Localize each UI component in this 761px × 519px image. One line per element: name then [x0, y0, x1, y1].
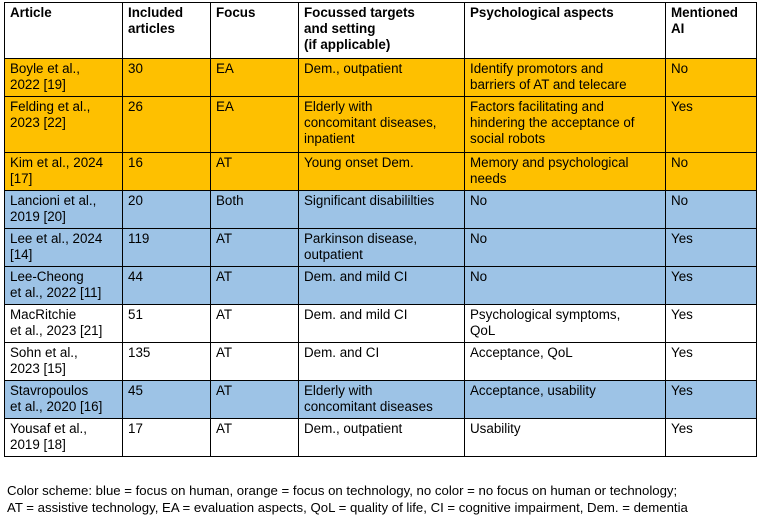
table-header-row [5, 3, 757, 59]
focussed-targets-cell: Dem. and mild CI [299, 267, 465, 305]
psychological-aspects-cell: Acceptance, usability [465, 381, 666, 419]
included-articles-cell: 16 [123, 153, 211, 191]
focus-cell: AT [211, 153, 299, 191]
included-articles-cell: 45 [123, 381, 211, 419]
table-row [5, 419, 757, 457]
table-row [5, 59, 757, 97]
article-cell: Kim et al., 2024 [17] [5, 153, 123, 191]
psychological-aspects-cell: Acceptance, QoL [465, 343, 666, 381]
article-cell: Lee-Cheong et al., 2022 [11] [5, 267, 123, 305]
header-article: Article [5, 3, 123, 59]
included-articles-cell: 20 [123, 191, 211, 229]
header-focus: Focus [211, 3, 299, 59]
mentioned-ai-cell: Yes [666, 267, 757, 305]
table-row [5, 343, 757, 381]
focus-cell: AT [211, 381, 299, 419]
header-included-articles: Included articles [123, 3, 211, 59]
mentioned-ai-cell: Yes [666, 381, 757, 419]
focus-cell: AT [211, 343, 299, 381]
psychological-aspects-cell: No [465, 229, 666, 267]
article-cell: Yousaf et al., 2019 [18] [5, 419, 123, 457]
focus-cell: EA [211, 59, 299, 97]
focussed-targets-cell: Dem. and CI [299, 343, 465, 381]
focus-cell: AT [211, 229, 299, 267]
mentioned-ai-cell: Yes [666, 419, 757, 457]
article-cell: Sohn et al., 2023 [15] [5, 343, 123, 381]
mentioned-ai-cell: Yes [666, 229, 757, 267]
psychological-aspects-cell: Memory and psychological needs [465, 153, 666, 191]
focussed-targets-cell: Parkinson disease, outpatient [299, 229, 465, 267]
focussed-targets-cell: Elderly with concomitant diseases [299, 381, 465, 419]
focussed-targets-cell: Dem. and mild CI [299, 305, 465, 343]
focus-cell: AT [211, 419, 299, 457]
table-row [5, 153, 757, 191]
focus-cell: AT [211, 267, 299, 305]
mentioned-ai-cell: No [666, 59, 757, 97]
article-cell: Boyle et al., 2022 [19] [5, 59, 123, 97]
focussed-targets-cell: Elderly with concomitant diseases, inpatient [299, 97, 465, 153]
table-row [5, 97, 757, 153]
included-articles-cell: 17 [123, 419, 211, 457]
caption-line-1: Color scheme: blue = focus on human, orange = focus on technology, no color = no focus on human or technology; [7, 483, 678, 498]
focus-cell: EA [211, 97, 299, 153]
mentioned-ai-cell: Yes [666, 343, 757, 381]
psychological-aspects-cell: Factors facilitating and hindering the acceptance of social robots [465, 97, 666, 153]
table-row [5, 267, 757, 305]
table-row [5, 381, 757, 419]
header-psychological-aspects: Psychological aspects [465, 3, 666, 59]
table-row [5, 191, 757, 229]
table-body [5, 59, 757, 457]
focussed-targets-cell: Significant disabililties [299, 191, 465, 229]
included-articles-cell: 135 [123, 343, 211, 381]
psychological-aspects-cell: Identify promotors and barriers of AT and telecare [465, 59, 666, 97]
caption-line-2: AT = assistive technology, EA = evaluation aspects, QoL = quality of life, CI = cognitive impairment, Dem. = dementia [7, 500, 688, 515]
focussed-targets-cell: Dem., outpatient [299, 419, 465, 457]
included-articles-cell: 119 [123, 229, 211, 267]
psychological-aspects-cell: Psychological symptoms, QoL [465, 305, 666, 343]
mentioned-ai-cell: No [666, 153, 757, 191]
table-row [5, 229, 757, 267]
psychological-aspects-cell: No [465, 267, 666, 305]
article-cell: MacRitchie et al., 2023 [21] [5, 305, 123, 343]
focussed-targets-cell: Young onset Dem. [299, 153, 465, 191]
article-cell: Stavropoulos et al., 2020 [16] [5, 381, 123, 419]
included-articles-cell: 26 [123, 97, 211, 153]
psychological-aspects-cell: Usability [465, 419, 666, 457]
article-cell: Felding et al., 2023 [22] [5, 97, 123, 153]
focus-cell: AT [211, 305, 299, 343]
literature-table [4, 2, 757, 457]
header-focussed-targets: Focussed targets and setting (if applicable) [299, 3, 465, 59]
included-articles-cell: 44 [123, 267, 211, 305]
article-cell: Lee et al., 2024 [14] [5, 229, 123, 267]
table-caption [7, 482, 757, 516]
included-articles-cell: 51 [123, 305, 211, 343]
psychological-aspects-cell: No [465, 191, 666, 229]
table-row [5, 305, 757, 343]
mentioned-ai-cell: Yes [666, 97, 757, 153]
article-cell: Lancioni et al., 2019 [20] [5, 191, 123, 229]
mentioned-ai-cell: No [666, 191, 757, 229]
focussed-targets-cell: Dem., outpatient [299, 59, 465, 97]
mentioned-ai-cell: Yes [666, 305, 757, 343]
header-mentioned-ai: Mentioned AI [666, 3, 757, 59]
focus-cell: Both [211, 191, 299, 229]
included-articles-cell: 30 [123, 59, 211, 97]
